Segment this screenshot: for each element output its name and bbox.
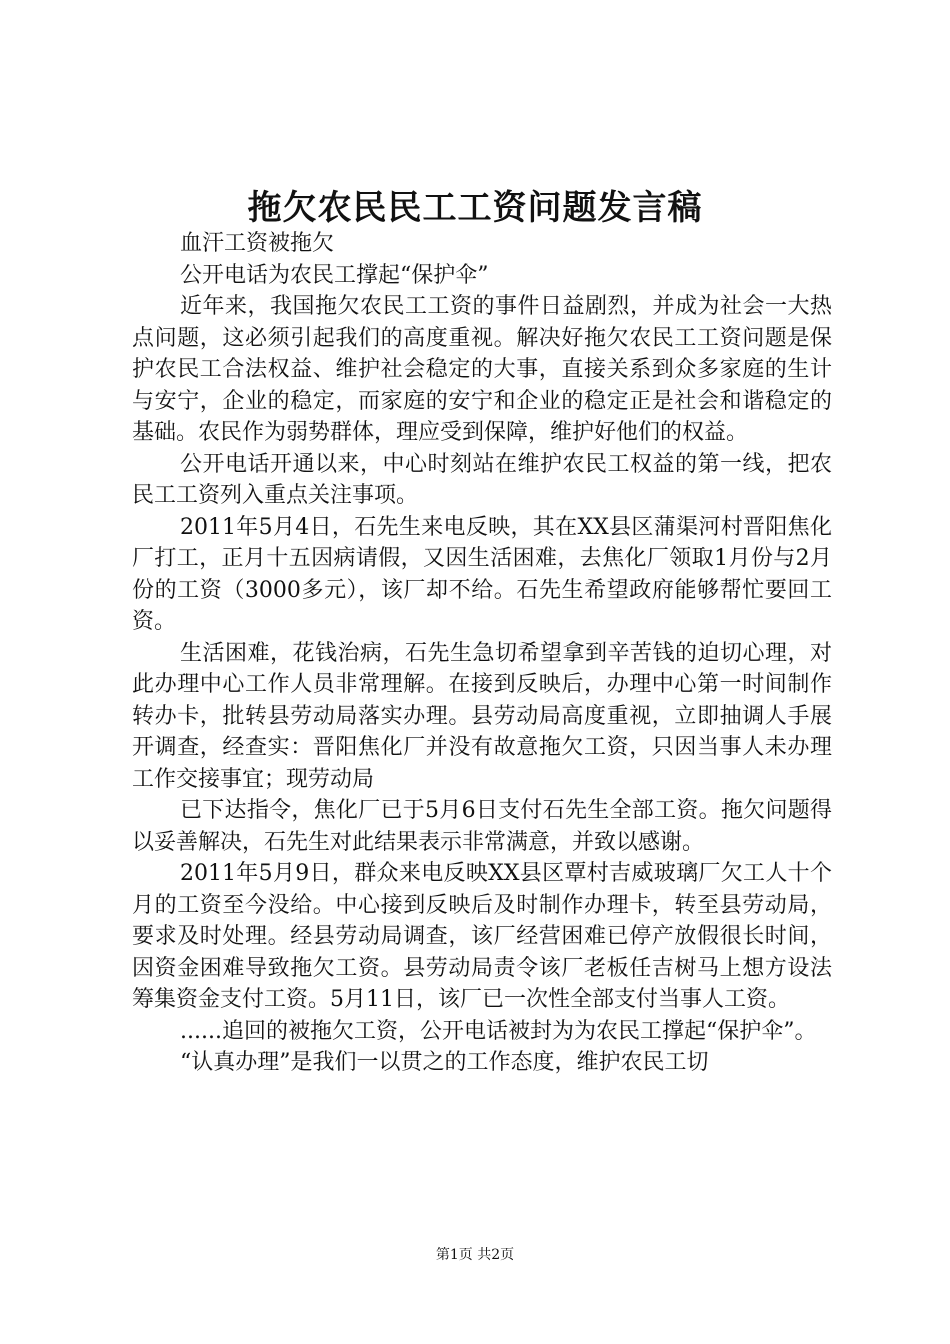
- paragraph: 公开电话为农民工撑起“保护伞”: [180, 262, 489, 288]
- paragraph: 2011年5月9日，群众来电反映XX县区覃村吉威玻璃厂欠工人十个月的工资至今没给。中心接到反映后及时制作办理卡，转至县劳动局，要求及时处理。经县劳动局调查，该厂经营困难已停产放假很长时间，因资金困难导致拖欠工资。县劳动局责令该厂老板任吉树马上想方设法筹集资金支付工资。5月11日，该厂已一次性全部支付当事人工资。: [132, 861, 832, 1012]
- document-title: 拖欠农民民工工资问题发言稿: [247, 188, 703, 228]
- paragraph: ......追回的被拖欠工资，公开电话被封为为农民工撑起“保护伞”。: [180, 1018, 817, 1044]
- document-body: [132, 228, 832, 1079]
- paragraph: 生活困难，花钱治病，石先生急切希望拿到辛苦钱的迫切心理，对此办理中心工作人员非常理解。在接到反映后，办理中心第一时间制作转办卡，批转县劳动局落实办理。县劳动局高度重视，立即抽调人手展开调查，经查实：晋阳焦化厂并没有故意拖欠工资，只因当事人未办理工作交接事宜；现劳动局: [132, 640, 832, 792]
- paragraph: 已下达指令，焦化厂已于5月6日支付石先生全部工资。拖欠问题得以妥善解决，石先生对此结果表示非常满意，并致以感谢。: [132, 798, 832, 855]
- paragraph: 公开电话开通以来，中心时刻站在维护农民工权益的第一线，把农民工工资列入重点关注事项。: [132, 451, 832, 508]
- paragraph: 血汗工资被拖欠: [180, 231, 335, 256]
- paragraph: “认真办理”是我们一以贯之的工作态度，维护农民工切: [180, 1050, 709, 1075]
- page-footer: 第1页 共2页: [435, 1247, 515, 1263]
- paragraph: 近年来，我国拖欠农民工工资的事件日益剧烈，并成为社会一大热点问题，这必须引起我们的高度重视。解决好拖欠农民工工资问题是保护农民工合法权益、维护社会稳定的大事，直接关系到众多家庭的生计与安宁，企业的稳定，而家庭的安宁和企业的稳定正是社会和谐稳定的基础。农民作为弱势群体，理应受到保障，维护好他们的权益。: [132, 294, 832, 445]
- paragraph: 2011年5月4日，石先生来电反映，其在XX县区蒲渠河村晋阳焦化厂打工，正月十五因病请假，又因生活困难，去焦化厂领取1月份与2月份的工资（3000多元），该厂却不给。石先生希望政府能够帮忙要回工资。: [132, 514, 832, 634]
